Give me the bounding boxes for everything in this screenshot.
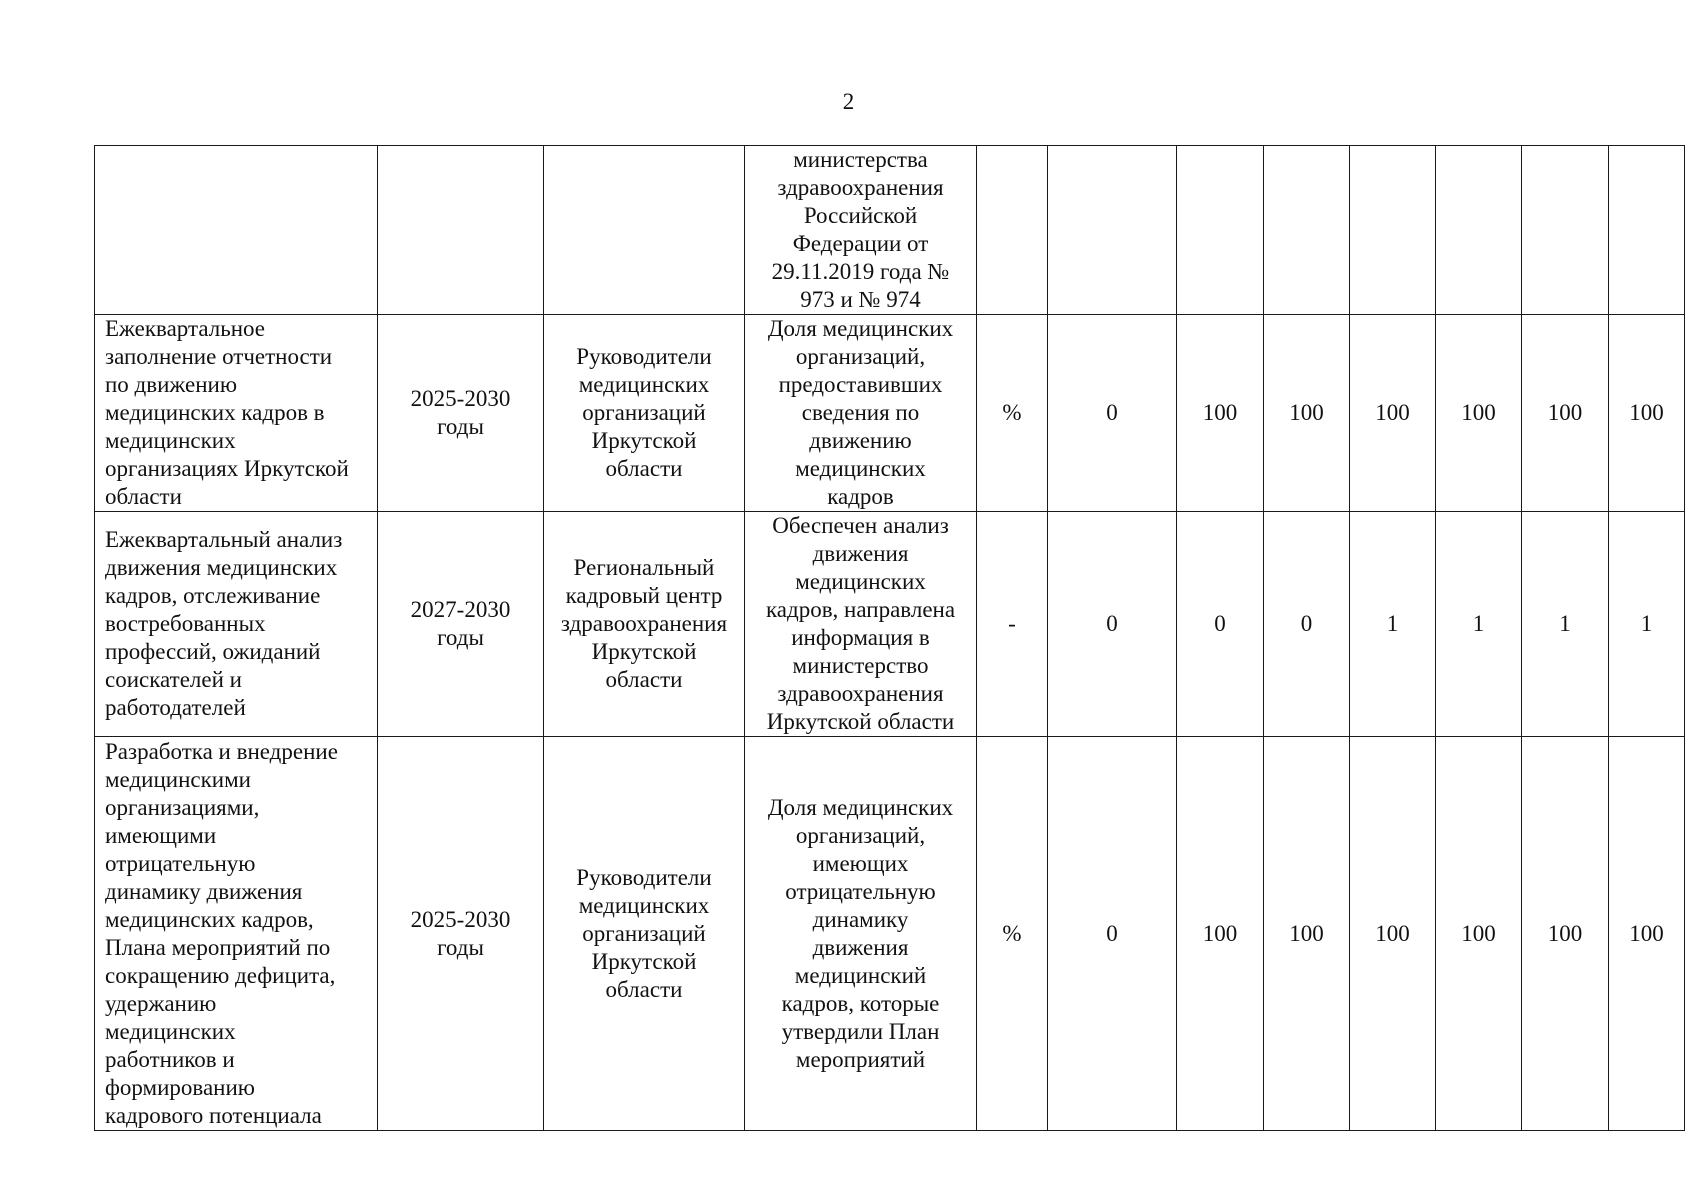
unit-cell: %: [977, 737, 1048, 1131]
responsible-cell: [544, 146, 745, 315]
value-cell: [1048, 146, 1177, 315]
value-cell: 100: [1436, 315, 1522, 512]
indicator-cell: Доля медицинских организаций, предоставивших сведения по движению медицинских кадров: [745, 315, 977, 512]
value-cell: [1264, 146, 1350, 315]
activity-cell: Ежеквартальное заполнение отчетности по движению медицинских кадров в медицинских организациях Иркутской области: [95, 315, 378, 512]
period-cell: 2025-2030 годы: [378, 737, 544, 1131]
value-cell: 0: [1177, 512, 1264, 737]
table-row: [95, 146, 1685, 315]
period-cell: 2027-2030 годы: [378, 512, 544, 737]
value-cell: 1: [1609, 512, 1685, 737]
unit-cell: [977, 146, 1048, 315]
value-cell: 100: [1350, 737, 1436, 1131]
responsible-cell: Руководители медицинских организаций Иркутской области: [544, 737, 745, 1131]
value-cell: [1436, 146, 1522, 315]
value-cell: 100: [1264, 737, 1350, 1131]
value-cell: 100: [1609, 737, 1685, 1131]
responsible-cell: Региональный кадровый центр здравоохранения Иркутской области: [544, 512, 745, 737]
table-row: [95, 315, 1685, 512]
responsible-cell: Руководители медицинских организаций Иркутской области: [544, 315, 745, 512]
value-cell: 100: [1264, 315, 1350, 512]
value-cell: [1522, 146, 1609, 315]
unit-cell: %: [977, 315, 1048, 512]
value-cell: 100: [1177, 737, 1264, 1131]
indicator-cell: министерства здравоохранения Российской Федерации от 29.11.2019 года № 973 и № 974: [745, 146, 977, 315]
page-number: [0, 88, 1697, 116]
value-cell: 0: [1264, 512, 1350, 737]
table-row: [95, 512, 1685, 737]
activity-cell: Ежеквартальный анализ движения медицинских кадров, отслеживание востребованных профессий, ожиданий соискателей и работодателей: [95, 512, 378, 737]
value-cell: 0: [1048, 512, 1177, 737]
value-cell: 1: [1436, 512, 1522, 737]
page-number-text: 2: [842, 89, 855, 114]
indicator-cell: Доля медицинских организаций, имеющих отрицательную динамику движения медицинский кадров, которые утвердили План мероприятий: [745, 737, 977, 1131]
value-cell: 1: [1522, 512, 1609, 737]
period-cell: [378, 146, 544, 315]
value-cell: 100: [1177, 315, 1264, 512]
value-cell: 100: [1522, 315, 1609, 512]
value-cell: 100: [1436, 737, 1522, 1131]
activity-cell: [95, 146, 378, 315]
activities-table: [94, 145, 1685, 1131]
indicator-cell: Обеспечен анализ движения медицинских кадров, направлена информация в министерство здравоохранения Иркутской области: [745, 512, 977, 737]
value-cell: 100: [1609, 315, 1685, 512]
value-cell: 0: [1048, 315, 1177, 512]
value-cell: 100: [1350, 315, 1436, 512]
unit-cell: -: [977, 512, 1048, 737]
value-cell: 100: [1522, 737, 1609, 1131]
value-cell: [1177, 146, 1264, 315]
value-cell: [1609, 146, 1685, 315]
value-cell: 1: [1350, 512, 1436, 737]
value-cell: 0: [1048, 737, 1177, 1131]
table-row: [95, 737, 1685, 1131]
activity-cell: Разработка и внедрение медицинскими организациями, имеющими отрицательную динамику движения медицинских кадров, Плана мероприятий по сокращению дефицита, удержанию медицинских работников и формированию кадрового потенциала: [95, 737, 378, 1131]
value-cell: [1350, 146, 1436, 315]
period-cell: 2025-2030 годы: [378, 315, 544, 512]
